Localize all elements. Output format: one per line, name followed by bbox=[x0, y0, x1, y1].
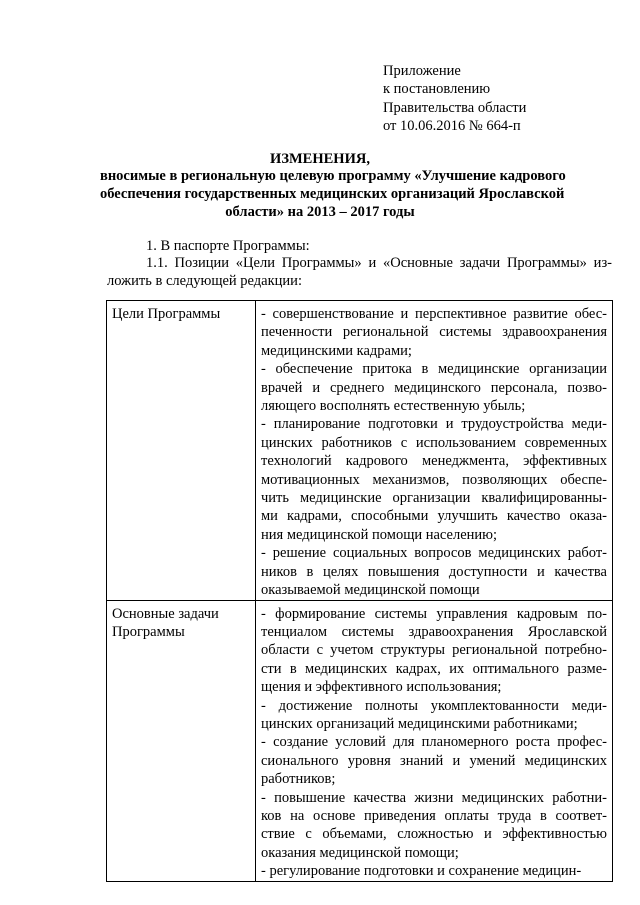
content-line: - регулирование подготовки и сохранение медицин- bbox=[261, 863, 582, 880]
row-label-line: Основные задачи bbox=[112, 605, 219, 622]
content-line: - обеспечение притока в медицинские организации bbox=[261, 361, 607, 378]
appendix-line: к постановлению bbox=[383, 81, 491, 98]
row-label-line: Цели Программы bbox=[112, 306, 221, 322]
table-row bbox=[107, 301, 613, 601]
content-line: мотивационных механизмов, позволяющих обеспе- bbox=[261, 471, 607, 488]
content-line: - повышение качества жизни медицинских работни- bbox=[261, 789, 607, 806]
content-line: - совершенствование и перспективное развитие обес- bbox=[261, 306, 607, 322]
content-line: печенности региональной системы здравоохранения bbox=[261, 324, 607, 341]
subtitle-line: области» на 2013 – 2017 годы bbox=[225, 204, 415, 220]
content-line: - создание условий для планомерного роста профес- bbox=[261, 734, 607, 751]
content-line: оказываемой медицинской помощи bbox=[261, 582, 480, 599]
section-item-1-1-line: 1.1. Позиции «Цели Программы» и «Основные задачи Программы» из- bbox=[146, 255, 612, 271]
section-item-1: 1. В паспорте Программы: bbox=[146, 238, 310, 254]
content-line: ков на основе приведения оплаты труда в соответ- bbox=[261, 807, 607, 824]
content-line: ния медицинской помощи населению; bbox=[261, 526, 498, 543]
content-line: сионального уровня знаний и умений медицинских bbox=[261, 752, 607, 769]
content-line: чить медицинские организации квалифицированны- bbox=[261, 490, 607, 507]
subtitle-line: обеспечения государственных медицинских организаций Ярославской bbox=[100, 186, 565, 202]
program-passport-table bbox=[106, 300, 613, 882]
section-item-1-1-line: ложить в следующей редакции: bbox=[107, 273, 302, 289]
content-line: - планирование подготовки и трудоустройства меди- bbox=[261, 416, 607, 433]
content-line: щения и эффективного использования; bbox=[261, 679, 502, 696]
row-label-line: Программы bbox=[112, 623, 185, 640]
content-line: ляющего восполнять естественную убыль; bbox=[261, 398, 526, 415]
row-label-cell bbox=[107, 600, 256, 881]
content-line: цинских работников с использованием современных bbox=[261, 434, 607, 451]
content-line: ствие с объемами, сложностью и эффективностью bbox=[261, 826, 607, 843]
content-line: области с учетом структуры региональной потребно- bbox=[261, 642, 607, 659]
content-line: - решение социальных вопросов медицинских работ- bbox=[261, 545, 607, 562]
document-title: ИЗМЕНЕНИЯ, bbox=[270, 151, 370, 167]
content-line: работников; bbox=[261, 771, 336, 788]
content-line: цинских организаций медицинскими работниками; bbox=[261, 715, 578, 732]
content-line: ников в целях повышения доступности и качества bbox=[261, 563, 607, 580]
subtitle-line: вносимые в региональную целевую программу «Улучшение кадрового bbox=[100, 168, 566, 184]
appendix-line: Правительства области bbox=[383, 99, 527, 116]
appendix-line: Приложение bbox=[383, 63, 461, 79]
content-line: врачей и среднего медицинского персонала, позво- bbox=[261, 379, 607, 396]
document-subtitle bbox=[100, 167, 566, 221]
content-line: сти в медицинских кадрах, их оптимального разме- bbox=[261, 660, 607, 677]
appendix-line: от 10.06.2016 № 664-п bbox=[383, 118, 521, 135]
row-content-cell bbox=[256, 301, 613, 601]
row-content-cell bbox=[256, 600, 613, 881]
content-line: оказания медицинской помощи; bbox=[261, 844, 459, 861]
table-row bbox=[107, 600, 613, 881]
appendix-note bbox=[383, 62, 526, 136]
content-line: технологий кадрового менеджмента, эффективных bbox=[261, 453, 607, 470]
content-line: - формирование системы управления кадровым по- bbox=[261, 605, 607, 622]
content-line: - достижение полноты укомплектованности меди- bbox=[261, 697, 607, 714]
content-line: ми кадрами, способными улучшить качество оказа- bbox=[261, 508, 607, 525]
content-line: тенциалом системы здравоохранения Ярославской bbox=[261, 623, 607, 640]
content-line: медицинскими кадрами; bbox=[261, 342, 412, 359]
row-label-cell bbox=[107, 301, 256, 601]
